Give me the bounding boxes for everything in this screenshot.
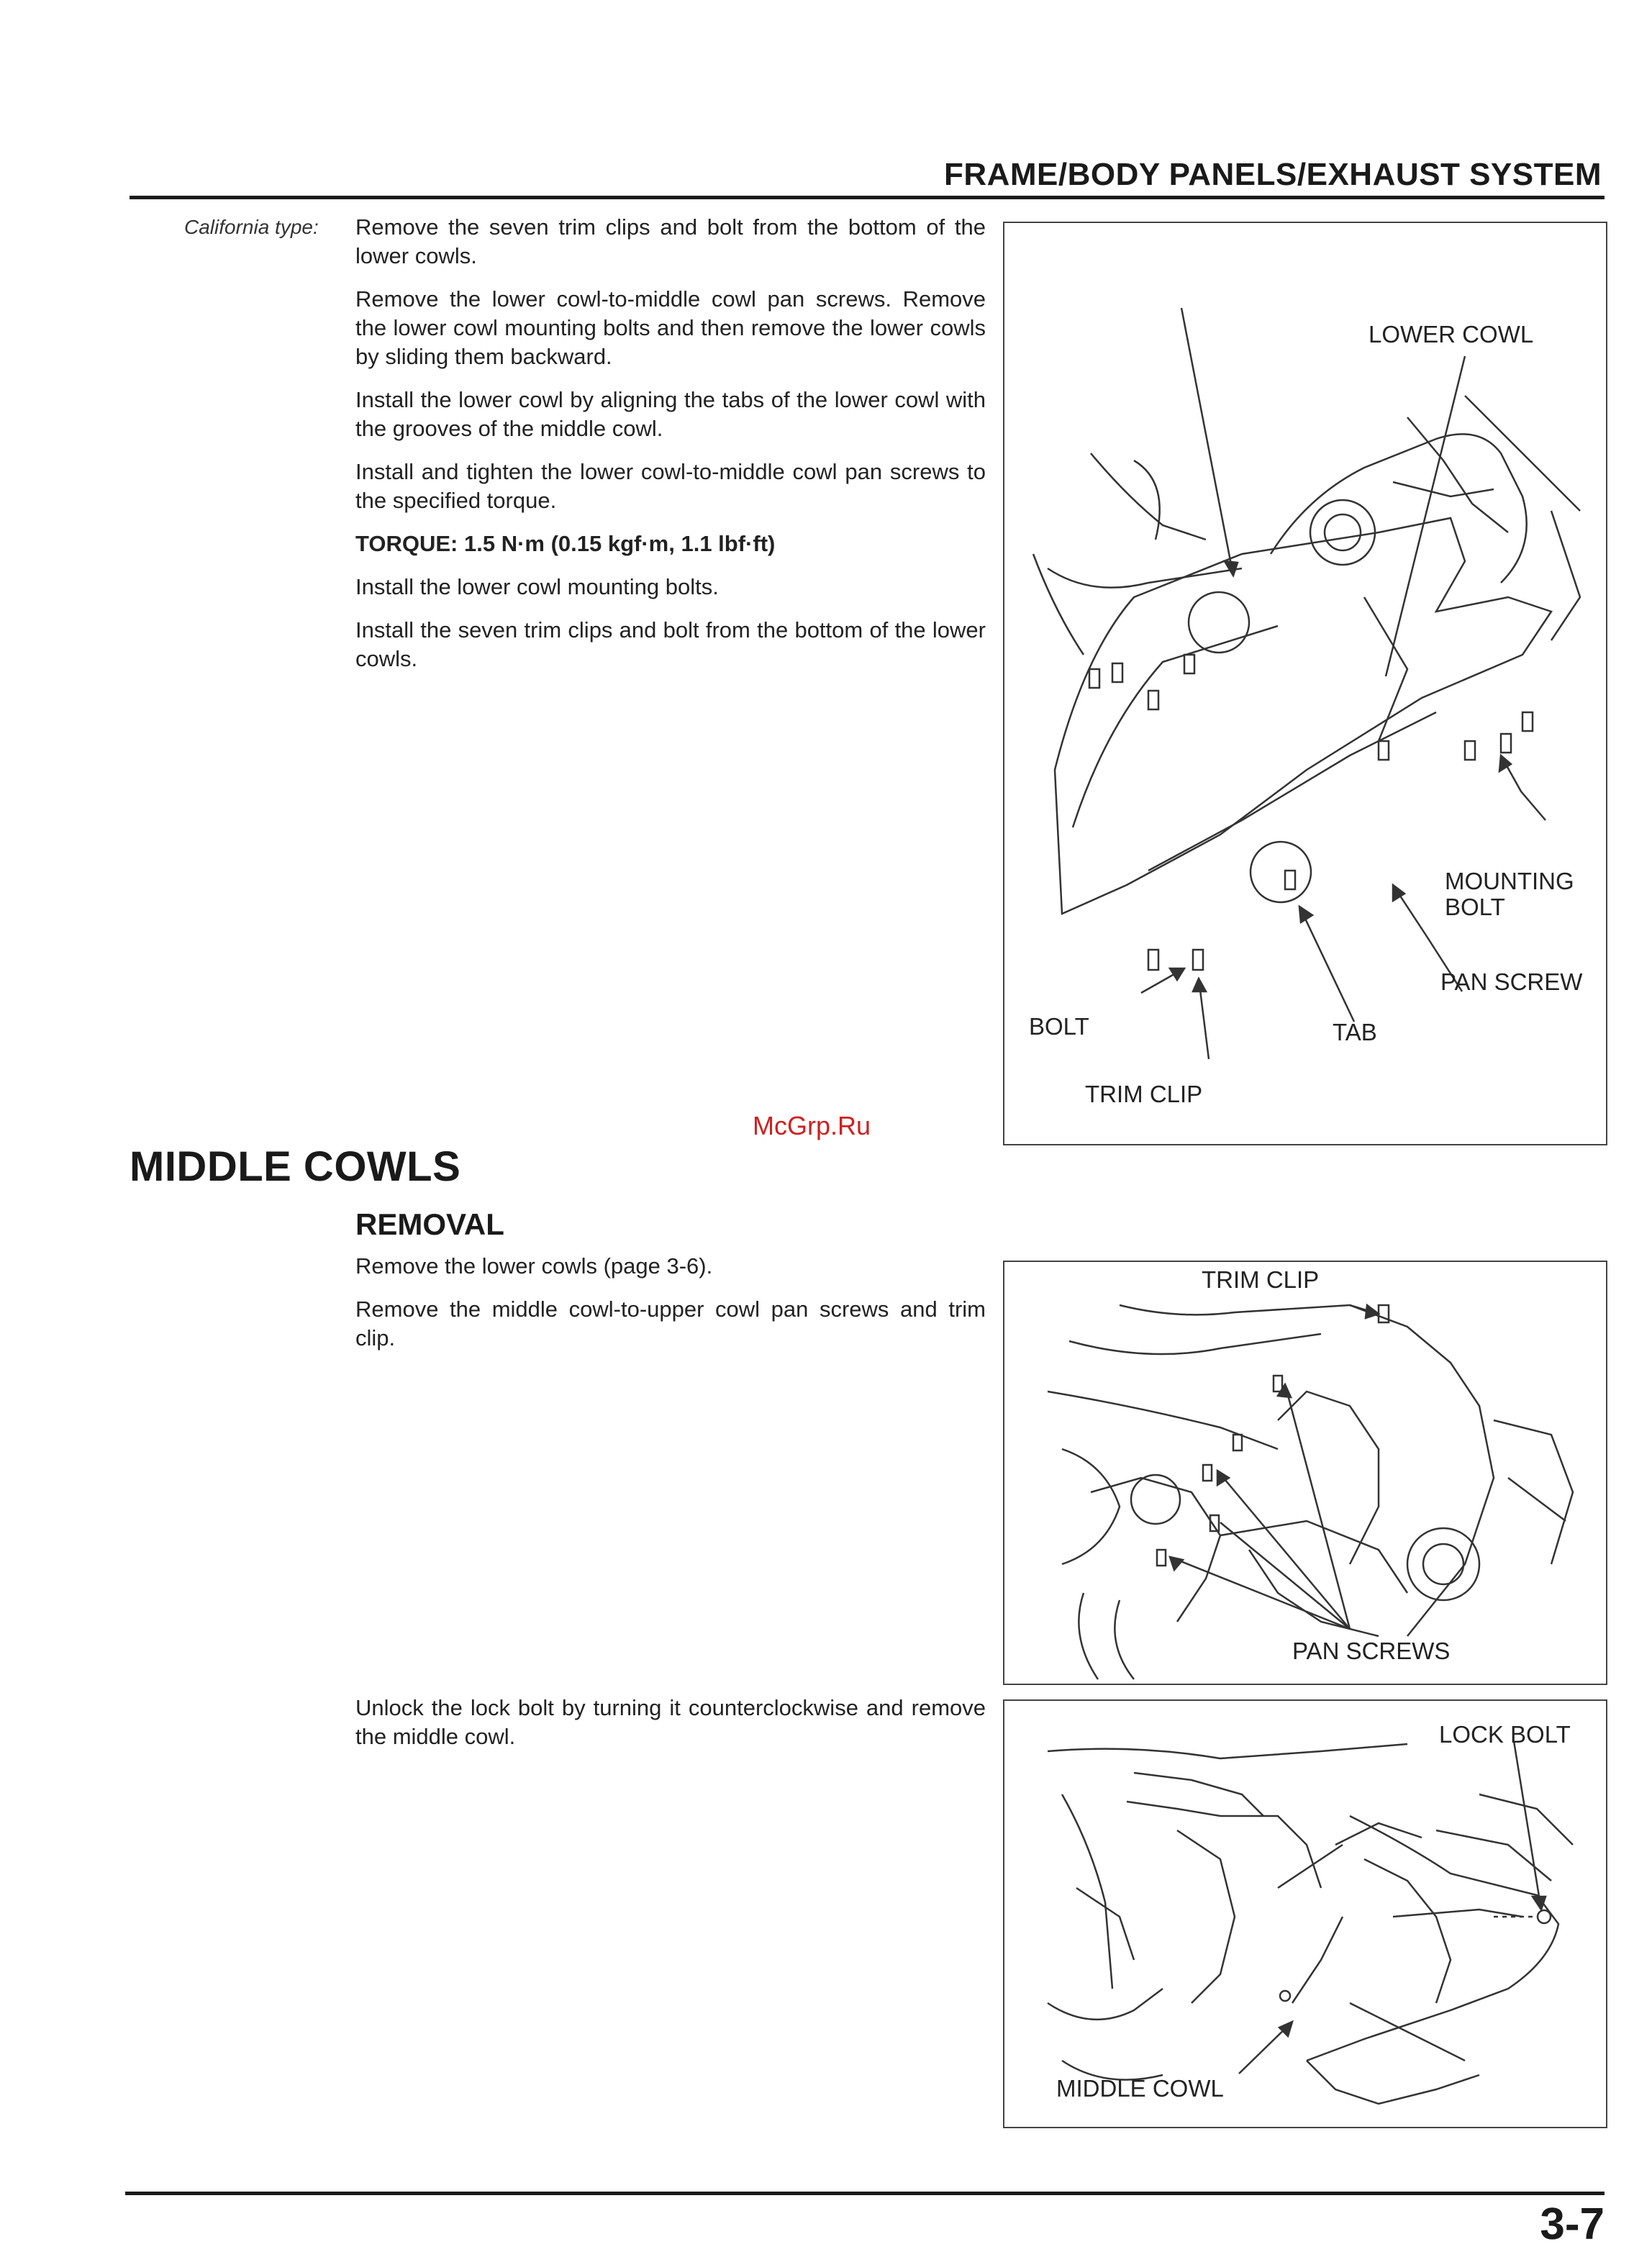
instruction-paragraph: Remove the lower cowl-to-middle cowl pan screws. Remove the lower cowl mounting bolts and then remove the lower cowls by sliding them backward. [355, 286, 986, 369]
instruction-paragraph: Remove the seven trim clips and bolt from the bottom of the lower cowls. [355, 214, 986, 268]
label-trim-clip: TRIM CLIP [1202, 1266, 1320, 1293]
footer-rule [125, 2192, 1605, 2195]
instruction-paragraph: Install and tighten the lower cowl-to-middle cowl pan screws to the specified torque. [355, 459, 986, 513]
label-middle-cowl: MIDDLE COWL [1056, 2075, 1224, 2102]
instruction-paragraph: Unlock the lock bolt by turning it counterclockwise and remove the middle cowl. [355, 1695, 986, 1749]
lock-bolt-instruction [355, 1694, 986, 1766]
middle-cowl-instructions [355, 1252, 986, 1367]
section-title-middle-cowls: MIDDLE COWLS [130, 1143, 461, 1190]
lock-bolt-illustration [1004, 1701, 1606, 2127]
lower-cowl-instructions [355, 213, 986, 688]
torque-spec: TORQUE: 1.5 N·m (0.15 kgf·m, 1.1 lbf·ft) [355, 531, 776, 556]
label-tab: TAB [1333, 1019, 1377, 1045]
label-trim-clip: TRIM CLIP [1085, 1081, 1203, 1107]
lower-cowl-figure [1003, 222, 1607, 1145]
instruction-paragraph: Install the lower cowl mounting bolts. [355, 574, 719, 599]
label-mounting-bolt-line2: BOLT [1445, 894, 1505, 920]
page-header-title: FRAME/BODY PANELS/EXHAUST SYSTEM [943, 157, 1602, 192]
lower-cowl-illustration [1004, 223, 1606, 1144]
watermark: McGrp.Ru [753, 1111, 871, 1140]
label-lock-bolt: LOCK BOLT [1439, 1721, 1571, 1748]
side-label-california: California type: [184, 216, 319, 238]
label-pan-screws: PAN SCREWS [1292, 1638, 1451, 1664]
header-rule [130, 196, 1605, 199]
subsection-title-removal: REMOVAL [355, 1207, 504, 1241]
instruction-paragraph: Install the seven trim clips and bolt from the bottom of the lower cowls. [355, 617, 986, 671]
middle-cowl-screws-figure [1003, 1261, 1607, 1685]
label-pan-screw: PAN SCREW [1440, 968, 1583, 995]
label-bolt: BOLT [1029, 1013, 1089, 1040]
page-number: 3-7 [1540, 2199, 1605, 2249]
instruction-paragraph: Install the lower cowl by aligning the tabs of the lower cowl with the grooves of the middle cowl. [355, 387, 986, 441]
instruction-paragraph: Remove the lower cowls (page 3-6). [355, 1253, 713, 1279]
label-lower-cowl: LOWER COWL [1369, 321, 1534, 348]
middle-cowl-screws-illustration [1004, 1262, 1606, 1684]
instruction-paragraph: Remove the middle cowl-to-upper cowl pan screws and trim clip. [355, 1297, 986, 1350]
lock-bolt-figure [1003, 1699, 1607, 2128]
label-mounting-bolt-line1: MOUNTING [1445, 868, 1574, 894]
